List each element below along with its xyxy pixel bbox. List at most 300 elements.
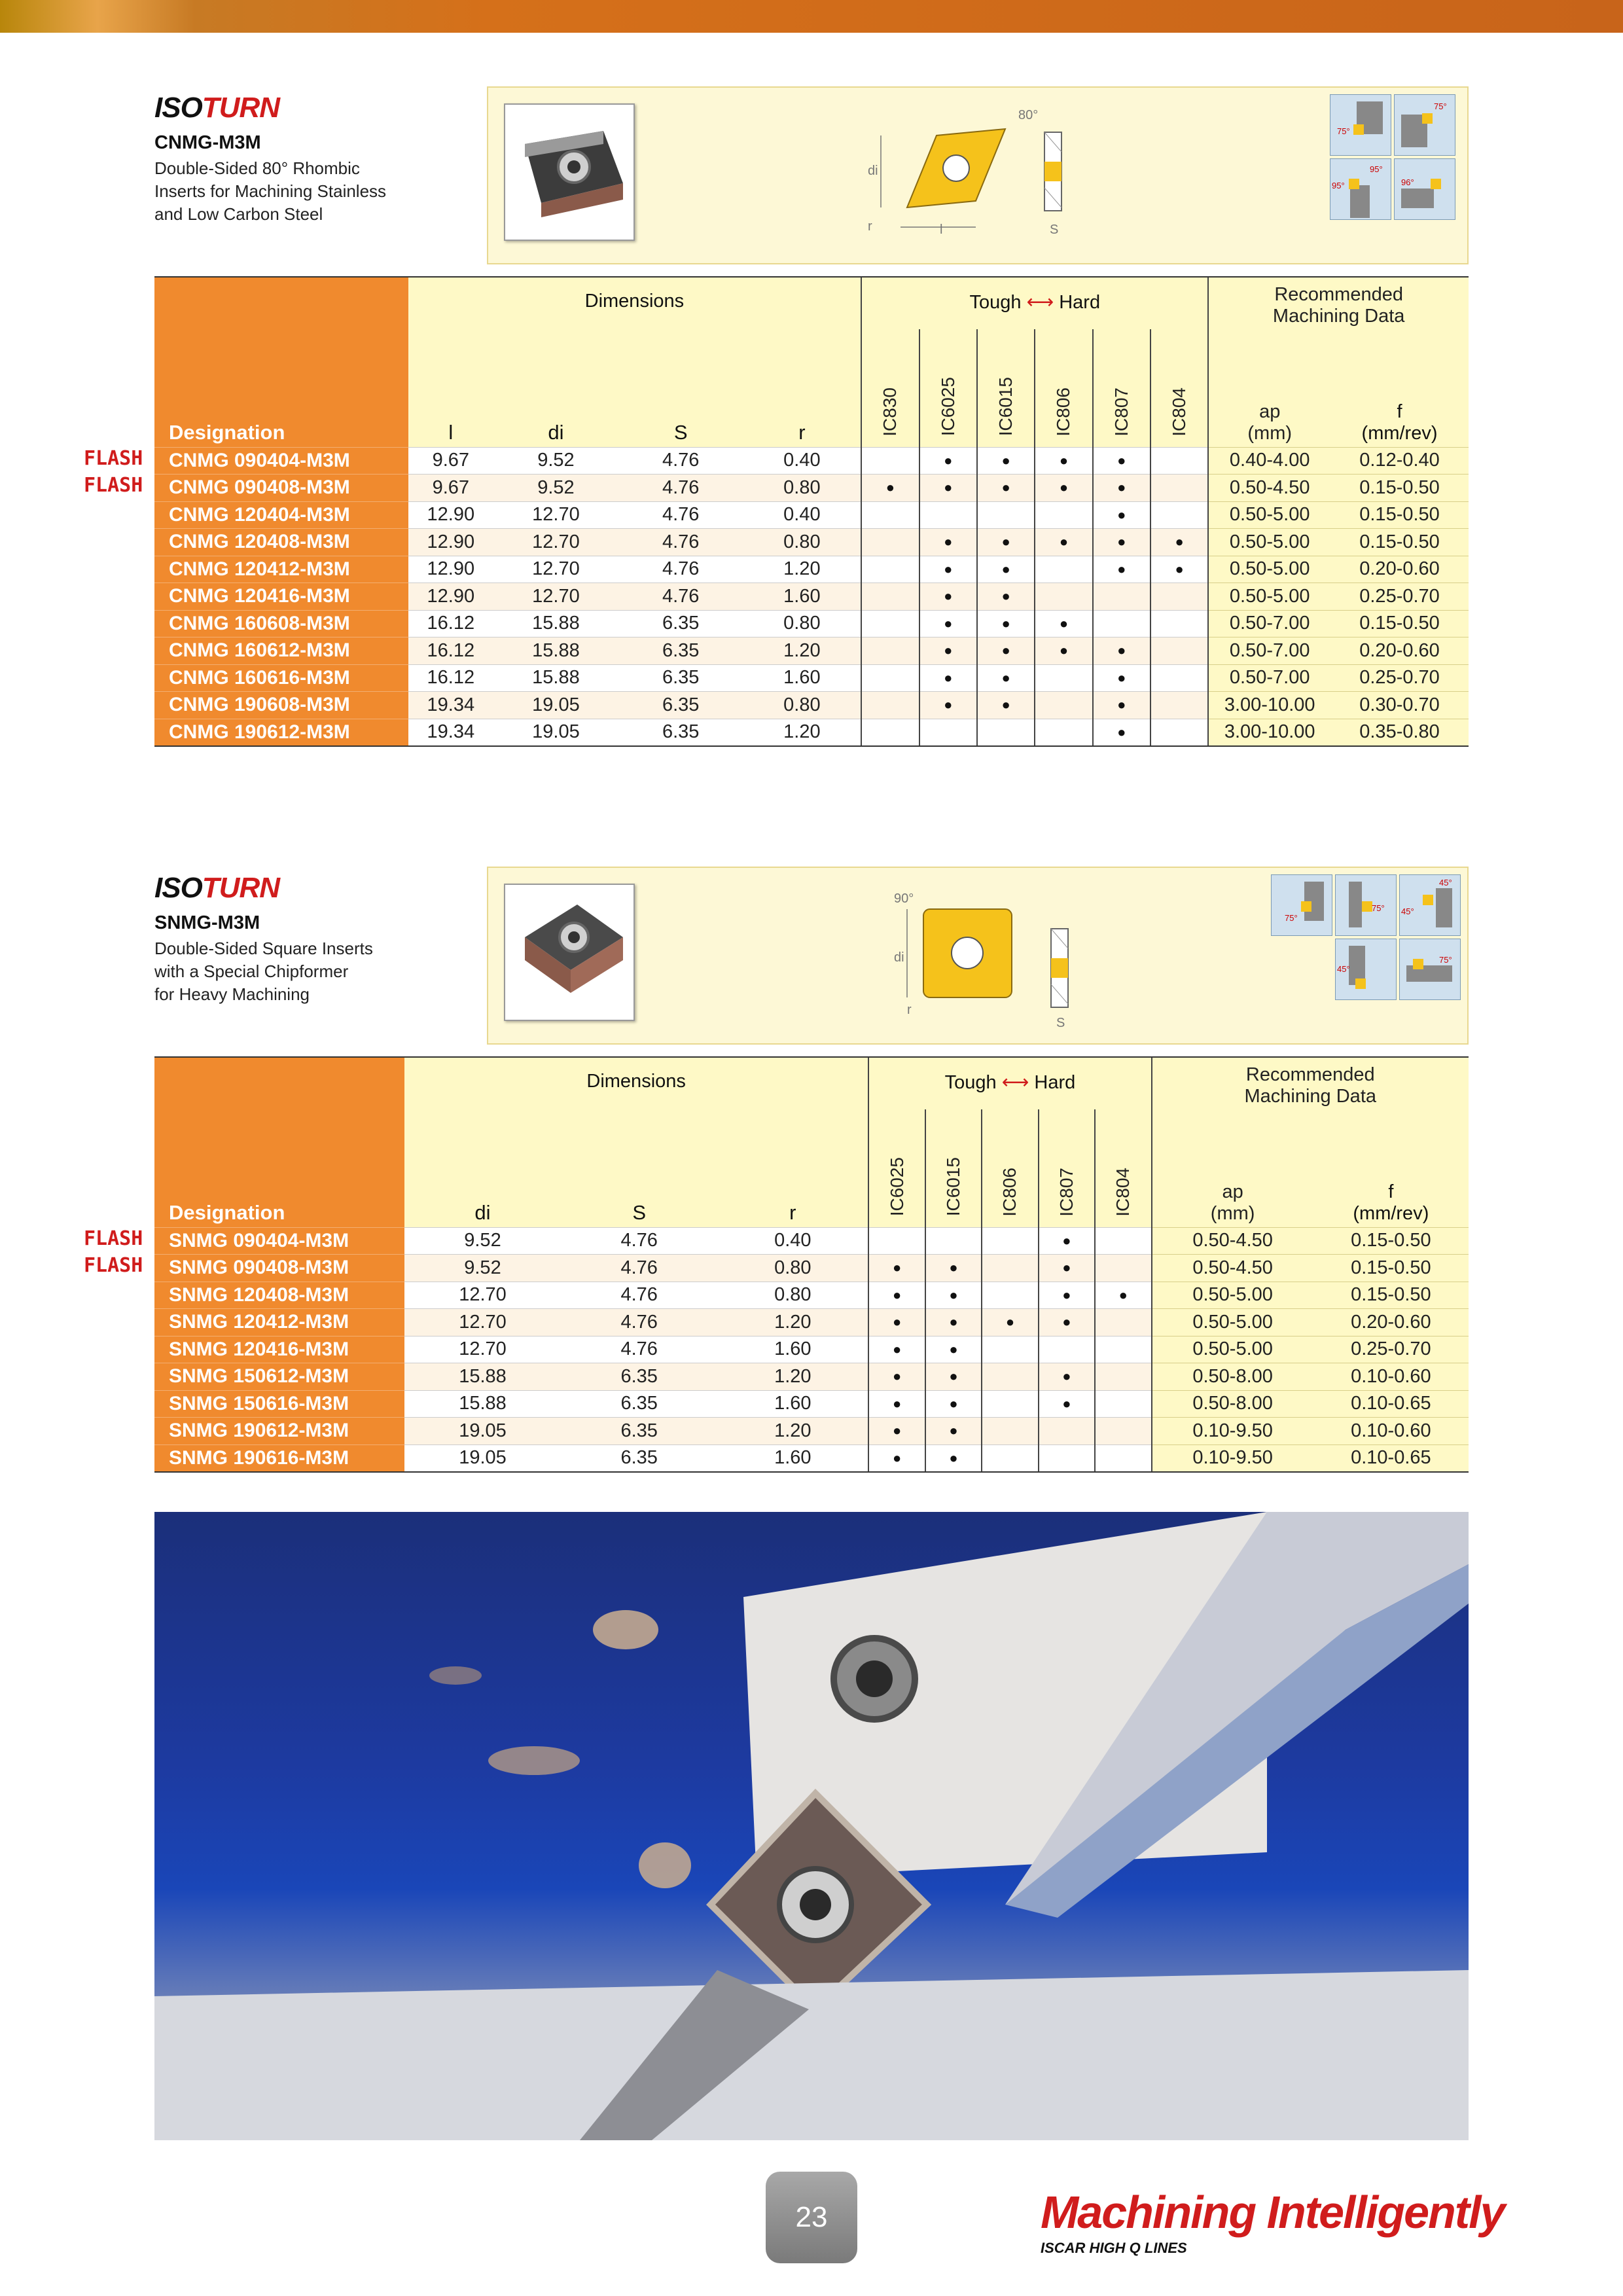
grade-cell: [1035, 475, 1092, 502]
isoturn-logo: ISOTURN: [154, 872, 279, 904]
dimension-cell: 0.80: [743, 475, 862, 502]
f-cell: 0.25-0.70: [1313, 1336, 1469, 1363]
application-icons: [1330, 94, 1461, 225]
grade-cell: [1095, 1309, 1151, 1336]
grade-cell: [1095, 1390, 1151, 1418]
f-cell: 0.20-0.60: [1330, 556, 1469, 583]
dimension-cell: 9.52: [493, 475, 618, 502]
f-cell: 0.20-0.60: [1313, 1309, 1469, 1336]
svg-text:75°: 75°: [1439, 955, 1452, 965]
ap-cell: 0.10-9.50: [1152, 1418, 1313, 1445]
dimension-cell: 4.76: [618, 583, 743, 611]
grade-cell: [1039, 1227, 1095, 1255]
dimension-cell: 0.80: [743, 610, 862, 637]
designation-cell: CNMG 160612-M3M: [154, 637, 408, 665]
f-cell: 0.10-0.60: [1313, 1363, 1469, 1391]
svg-text:45°: 45°: [1401, 906, 1414, 916]
grade-cell: [982, 1336, 1038, 1363]
ap-cell: 0.50-4.50: [1152, 1255, 1313, 1282]
dimension-cell: 1.60: [743, 583, 862, 611]
dimension-cell: 12.70: [404, 1309, 561, 1336]
svg-text:r: r: [868, 219, 872, 234]
grade-dot-icon: ●: [949, 1286, 958, 1303]
grade-header: IC6015: [925, 1109, 982, 1227]
grade-dot-icon: ●: [944, 642, 953, 659]
dimension-cell: 1.20: [717, 1363, 868, 1391]
grade-cell: [1150, 719, 1208, 746]
f-cell: 0.35-0.80: [1330, 719, 1469, 746]
grade-cell: [925, 1255, 982, 1282]
dimension-cell: 6.35: [618, 719, 743, 746]
product-description: Double-Sided 80° Rhombic Inserts for Machining Stainless and Low Carbon Steel: [154, 158, 387, 224]
tough-hard-header: Tough ⟷ Hard: [861, 277, 1208, 329]
grade-dot-icon: ●: [1117, 560, 1126, 577]
dimension-cell: 15.88: [404, 1390, 561, 1418]
designation-cell: SNMG 090408-M3M: [154, 1255, 404, 1282]
grade-cell: [1039, 1363, 1095, 1391]
grade-cell: [1039, 1309, 1095, 1336]
grade-dot-icon: ●: [892, 1340, 902, 1357]
dimension-cell: 1.20: [717, 1309, 868, 1336]
arrow-icon: ⟷: [1001, 1072, 1029, 1093]
grade-dot-icon: ●: [944, 615, 953, 632]
dimensions-header: Dimensions: [404, 1057, 869, 1109]
grade-cell: [977, 447, 1035, 475]
grade-cell: [861, 610, 919, 637]
dimension-cell: 4.76: [618, 447, 743, 475]
grade-cell: [1095, 1418, 1151, 1445]
grade-header: IC6015: [977, 329, 1035, 447]
dimension-cell: 4.76: [561, 1227, 717, 1255]
ap-cell: 0.50-4.50: [1208, 475, 1330, 502]
designation-cell: SNMG 190612-M3M: [154, 1418, 404, 1445]
grade-cell: [1095, 1444, 1151, 1472]
dimension-cell: 1.60: [743, 664, 862, 692]
f-cell: 0.20-0.60: [1330, 637, 1469, 665]
grade-cell: [919, 583, 977, 611]
grade-dot-icon: ●: [949, 1368, 958, 1385]
grade-dot-icon: ●: [1001, 696, 1010, 713]
ap-cell: 3.00-10.00: [1208, 719, 1330, 746]
grade-dot-icon: ●: [1059, 642, 1069, 659]
grade-cell: [861, 447, 919, 475]
dimension-cell: 1.60: [717, 1336, 868, 1363]
ap-cell: 0.50-8.00: [1152, 1390, 1313, 1418]
tough-hard-header: Tough ⟷ Hard: [868, 1057, 1151, 1109]
grade-cell: [868, 1336, 925, 1363]
grade-cell: [1150, 637, 1208, 665]
grade-dot-icon: ●: [1117, 452, 1126, 469]
grade-cell: [1039, 1418, 1095, 1445]
designation-cell: CNMG 090404-M3M: [154, 447, 408, 475]
grade-cell: [868, 1390, 925, 1418]
table-row: [154, 556, 1469, 583]
application-icon: [1394, 158, 1455, 220]
grade-cell: [1035, 556, 1092, 583]
grade-cell: [925, 1418, 982, 1445]
grade-dot-icon: ●: [892, 1259, 902, 1276]
insert-photo: [504, 103, 635, 241]
f-cell: 0.15-0.50: [1330, 529, 1469, 556]
dim-col-header: S: [618, 329, 743, 447]
grade-cell: [1095, 1363, 1151, 1391]
grade-cell: [1095, 1255, 1151, 1282]
grade-cell: [982, 1227, 1038, 1255]
grade-cell: [1093, 556, 1150, 583]
dimension-cell: 6.35: [561, 1363, 717, 1391]
f-cell: 0.15-0.50: [1313, 1255, 1469, 1282]
grade-dot-icon: ●: [949, 1259, 958, 1276]
grade-cell: [982, 1390, 1038, 1418]
dim-col-header: S: [561, 1109, 717, 1227]
grade-cell: [1150, 583, 1208, 611]
application-icons: [1271, 874, 1461, 1005]
designation-cell: SNMG 150616-M3M: [154, 1390, 404, 1418]
grade-dot-icon: ●: [1059, 479, 1069, 496]
designation-cell: SNMG 120412-M3M: [154, 1309, 404, 1336]
dimension-cell: 4.76: [618, 556, 743, 583]
ap-cell: 0.50-8.00: [1152, 1363, 1313, 1391]
grade-cell: [925, 1336, 982, 1363]
grade-cell: [977, 583, 1035, 611]
grade-cell: [1150, 692, 1208, 719]
f-cell: 0.15-0.50: [1330, 501, 1469, 529]
grade-cell: [1150, 664, 1208, 692]
grade-cell: [1150, 447, 1208, 475]
ap-cell: 0.50-5.00: [1208, 501, 1330, 529]
grade-cell: [1150, 529, 1208, 556]
dimension-cell: 19.05: [493, 719, 618, 746]
grade-cell: [977, 692, 1035, 719]
grade-cell: [868, 1363, 925, 1391]
grade-header: IC806: [1035, 329, 1092, 447]
grade-dot-icon: ●: [1001, 479, 1010, 496]
grade-dot-icon: ●: [1062, 1314, 1071, 1331]
designation-cell: CNMG 120404-M3M: [154, 501, 408, 529]
grade-cell: [1035, 637, 1092, 665]
grade-header: IC830: [861, 329, 919, 447]
dimension-cell: 12.90: [408, 556, 494, 583]
dimension-cell: 16.12: [408, 664, 494, 692]
dimension-cell: 4.76: [561, 1282, 717, 1309]
dimension-cell: 19.34: [408, 719, 494, 746]
grade-dot-icon: ●: [892, 1314, 902, 1331]
dimension-cell: 9.52: [404, 1227, 561, 1255]
grade-dot-icon: ●: [1175, 533, 1184, 550]
table-row: [154, 1255, 1469, 1282]
dimension-cell: 6.35: [618, 692, 743, 719]
grade-cell: [1093, 637, 1150, 665]
grade-cell: [861, 692, 919, 719]
grade-dot-icon: ●: [1118, 1286, 1128, 1303]
grade-cell: [1095, 1227, 1151, 1255]
designation-cell: SNMG 120408-M3M: [154, 1282, 404, 1309]
grade-dot-icon: ●: [949, 1449, 958, 1466]
dimension-cell: 0.40: [717, 1227, 868, 1255]
grade-cell: [1093, 583, 1150, 611]
grade-cell: [868, 1282, 925, 1309]
f-header: f (mm/rev): [1330, 329, 1469, 447]
ap-cell: 0.50-5.00: [1208, 529, 1330, 556]
dim-col-header: r: [717, 1109, 868, 1227]
product-title: CNMG-M3M: [154, 132, 261, 153]
grade-cell: [919, 556, 977, 583]
dimension-cell: 6.35: [618, 637, 743, 665]
table-row: [154, 529, 1469, 556]
svg-text:95°: 95°: [1332, 181, 1345, 190]
dimension-cell: 12.70: [404, 1282, 561, 1309]
grade-cell: [977, 719, 1035, 746]
grade-cell: [977, 501, 1035, 529]
grade-cell: [1035, 610, 1092, 637]
grade-dot-icon: ●: [1117, 506, 1126, 523]
grade-cell: [977, 637, 1035, 665]
dimension-cell: 16.12: [408, 610, 494, 637]
grade-cell: [1035, 583, 1092, 611]
flash-label: FLASH: [84, 447, 143, 470]
grade-cell: [1035, 447, 1092, 475]
grade-dot-icon: ●: [1001, 533, 1010, 550]
dimension-cell: 15.88: [404, 1363, 561, 1391]
grade-header: IC807: [1039, 1109, 1095, 1227]
dimension-cell: 4.76: [618, 475, 743, 502]
table-row: [154, 475, 1469, 502]
dimension-cell: 19.05: [404, 1418, 561, 1445]
grade-dot-icon: ●: [1059, 615, 1069, 632]
grade-header: IC804: [1095, 1109, 1151, 1227]
dimension-cell: 19.34: [408, 692, 494, 719]
grade-dot-icon: ●: [1062, 1232, 1071, 1249]
dimension-cell: 12.90: [408, 583, 494, 611]
grade-dot-icon: ●: [949, 1340, 958, 1357]
svg-text:75°: 75°: [1337, 126, 1350, 136]
grade-dot-icon: ●: [944, 696, 953, 713]
dimension-cell: 12.70: [493, 529, 618, 556]
grade-dot-icon: ●: [892, 1422, 902, 1439]
table-row: [154, 692, 1469, 719]
grade-cell: [977, 475, 1035, 502]
grade-cell: [982, 1282, 1038, 1309]
grade-header: IC807: [1093, 329, 1150, 447]
ap-cell: 0.50-7.00: [1208, 637, 1330, 665]
dimension-cell: 9.52: [493, 447, 618, 475]
dimension-cell: 0.80: [743, 529, 862, 556]
table-row: [154, 501, 1469, 529]
designation-cell: CNMG 120412-M3M: [154, 556, 408, 583]
table-row: [154, 1444, 1469, 1472]
grade-cell: [919, 637, 977, 665]
ap-cell: 0.50-5.00: [1152, 1309, 1313, 1336]
dimension-cell: 6.35: [561, 1444, 717, 1472]
insert-drawing: [868, 99, 1116, 253]
grade-dot-icon: ●: [1062, 1395, 1071, 1412]
dimension-cell: 12.70: [493, 501, 618, 529]
dimension-cell: 4.76: [561, 1255, 717, 1282]
table-row: [154, 1309, 1469, 1336]
f-cell: 0.25-0.70: [1330, 664, 1469, 692]
grade-dot-icon: ●: [1062, 1286, 1071, 1303]
grade-dot-icon: ●: [944, 533, 953, 550]
grade-cell: [1039, 1390, 1095, 1418]
ap-cell: 0.50-4.50: [1152, 1227, 1313, 1255]
f-cell: 0.30-0.70: [1330, 692, 1469, 719]
grade-cell: [861, 664, 919, 692]
dimension-cell: 15.88: [493, 664, 618, 692]
dimension-cell: 4.76: [618, 529, 743, 556]
grade-dot-icon: ●: [1001, 642, 1010, 659]
f-cell: 0.15-0.50: [1313, 1282, 1469, 1309]
f-cell: 0.15-0.50: [1313, 1227, 1469, 1255]
spec-table-cnmg: [154, 276, 1469, 747]
table-row: [154, 1418, 1469, 1445]
grade-cell: [1093, 610, 1150, 637]
grade-cell: [982, 1418, 1038, 1445]
dimension-cell: 16.12: [408, 637, 494, 665]
grade-dot-icon: ●: [892, 1368, 902, 1385]
application-icon: [1394, 94, 1455, 156]
grade-cell: [861, 719, 919, 746]
grade-cell: [868, 1227, 925, 1255]
grade-cell: [1150, 556, 1208, 583]
tagline-sub: ISCAR HIGH Q LINES: [1041, 2240, 1187, 2256]
dimension-cell: 6.35: [618, 664, 743, 692]
designation-cell: CNMG 190612-M3M: [154, 719, 408, 746]
ap-cell: 0.50-7.00: [1208, 610, 1330, 637]
grade-cell: [919, 447, 977, 475]
dimension-cell: 1.60: [717, 1444, 868, 1472]
svg-text:96°: 96°: [1401, 177, 1414, 187]
table-row: [154, 1227, 1469, 1255]
dimension-cell: 1.60: [717, 1390, 868, 1418]
dimension-cell: 19.05: [493, 692, 618, 719]
insert-drawing: [868, 880, 1116, 1033]
spec-table-snmg: [154, 1056, 1469, 1473]
svg-text:45°: 45°: [1337, 964, 1350, 974]
dimension-cell: 1.20: [743, 719, 862, 746]
designation-cell: CNMG 090408-M3M: [154, 475, 408, 502]
application-icon: [1330, 158, 1391, 220]
dimension-cell: 12.70: [493, 583, 618, 611]
recommended-header: Recommended Machining Data: [1208, 277, 1469, 329]
ap-cell: 0.50-7.00: [1208, 664, 1330, 692]
dimension-cell: 12.90: [408, 529, 494, 556]
f-cell: 0.15-0.50: [1330, 610, 1469, 637]
application-icon: [1399, 874, 1461, 936]
grade-dot-icon: ●: [949, 1314, 958, 1331]
grade-dot-icon: ●: [1059, 452, 1069, 469]
grade-cell: [919, 529, 977, 556]
grade-cell: [977, 610, 1035, 637]
grade-header: IC6025: [919, 329, 977, 447]
table-row: [154, 1282, 1469, 1309]
ap-cell: 0.10-9.50: [1152, 1444, 1313, 1472]
tagline: Machining Intelligently: [1041, 2187, 1505, 2238]
table-row: [154, 610, 1469, 637]
dimension-cell: 15.88: [493, 637, 618, 665]
grade-cell: [861, 501, 919, 529]
grade-dot-icon: ●: [944, 479, 953, 496]
grade-cell: [861, 475, 919, 502]
grade-cell: [919, 501, 977, 529]
dimension-cell: 0.80: [743, 692, 862, 719]
svg-text:di: di: [894, 950, 904, 965]
isoturn-logo: ISOTURN: [154, 92, 279, 124]
designation-cell: SNMG 090404-M3M: [154, 1227, 404, 1255]
grade-cell: [919, 692, 977, 719]
grade-dot-icon: ●: [892, 1395, 902, 1412]
designation-header: Designation: [154, 1057, 404, 1227]
f-cell: 0.15-0.50: [1330, 475, 1469, 502]
grade-cell: [861, 529, 919, 556]
f-cell: 0.25-0.70: [1330, 583, 1469, 611]
ap-cell: 0.40-4.00: [1208, 447, 1330, 475]
dimension-cell: 9.67: [408, 447, 494, 475]
table-row: [154, 719, 1469, 746]
svg-text:75°: 75°: [1285, 913, 1298, 923]
designation-cell: SNMG 150612-M3M: [154, 1363, 404, 1391]
dimension-cell: 15.88: [493, 610, 618, 637]
table-row: [154, 664, 1469, 692]
application-icon: [1335, 939, 1397, 1000]
dim-col-header: di: [493, 329, 618, 447]
grade-cell: [977, 529, 1035, 556]
grade-dot-icon: ●: [1117, 696, 1126, 713]
svg-text:90°: 90°: [894, 891, 914, 906]
dimension-cell: 0.80: [717, 1282, 868, 1309]
grade-cell: [1150, 475, 1208, 502]
dim-col-header: l: [408, 329, 494, 447]
svg-text:r: r: [907, 1003, 912, 1017]
f-cell: 0.12-0.40: [1330, 447, 1469, 475]
dimension-cell: 0.40: [743, 447, 862, 475]
table-row: [154, 637, 1469, 665]
designation-cell: SNMG 190616-M3M: [154, 1444, 404, 1472]
grade-dot-icon: ●: [1001, 588, 1010, 605]
flash-label: FLASH: [84, 1227, 143, 1250]
dim-col-header: di: [404, 1109, 561, 1227]
grade-cell: [1093, 664, 1150, 692]
ap-cell: 3.00-10.00: [1208, 692, 1330, 719]
flash-label: FLASH: [84, 1254, 143, 1277]
table-row: [154, 447, 1469, 475]
application-icon: [1330, 94, 1391, 156]
grade-cell: [919, 475, 977, 502]
ap-cell: 0.50-5.00: [1152, 1282, 1313, 1309]
grade-dot-icon: ●: [1001, 615, 1010, 632]
svg-text:S: S: [1050, 223, 1059, 237]
ap-cell: 0.50-5.00: [1208, 583, 1330, 611]
dimension-cell: 1.20: [743, 556, 862, 583]
grade-cell: [982, 1363, 1038, 1391]
grade-cell: [982, 1255, 1038, 1282]
grade-cell: [1035, 719, 1092, 746]
product-image-panel: [487, 867, 1469, 1045]
grade-cell: [1150, 501, 1208, 529]
grade-cell: [861, 583, 919, 611]
grade-cell: [925, 1227, 982, 1255]
grade-cell: [1093, 529, 1150, 556]
svg-text:S: S: [1056, 1016, 1065, 1030]
grade-cell: [1039, 1255, 1095, 1282]
dimension-cell: 6.35: [618, 610, 743, 637]
grade-cell: [1093, 447, 1150, 475]
top-band: [0, 0, 1623, 33]
grade-dot-icon: ●: [949, 1422, 958, 1439]
grade-dot-icon: ●: [1001, 560, 1010, 577]
grade-cell: [1093, 719, 1150, 746]
grade-cell: [868, 1444, 925, 1472]
grade-cell: [919, 664, 977, 692]
